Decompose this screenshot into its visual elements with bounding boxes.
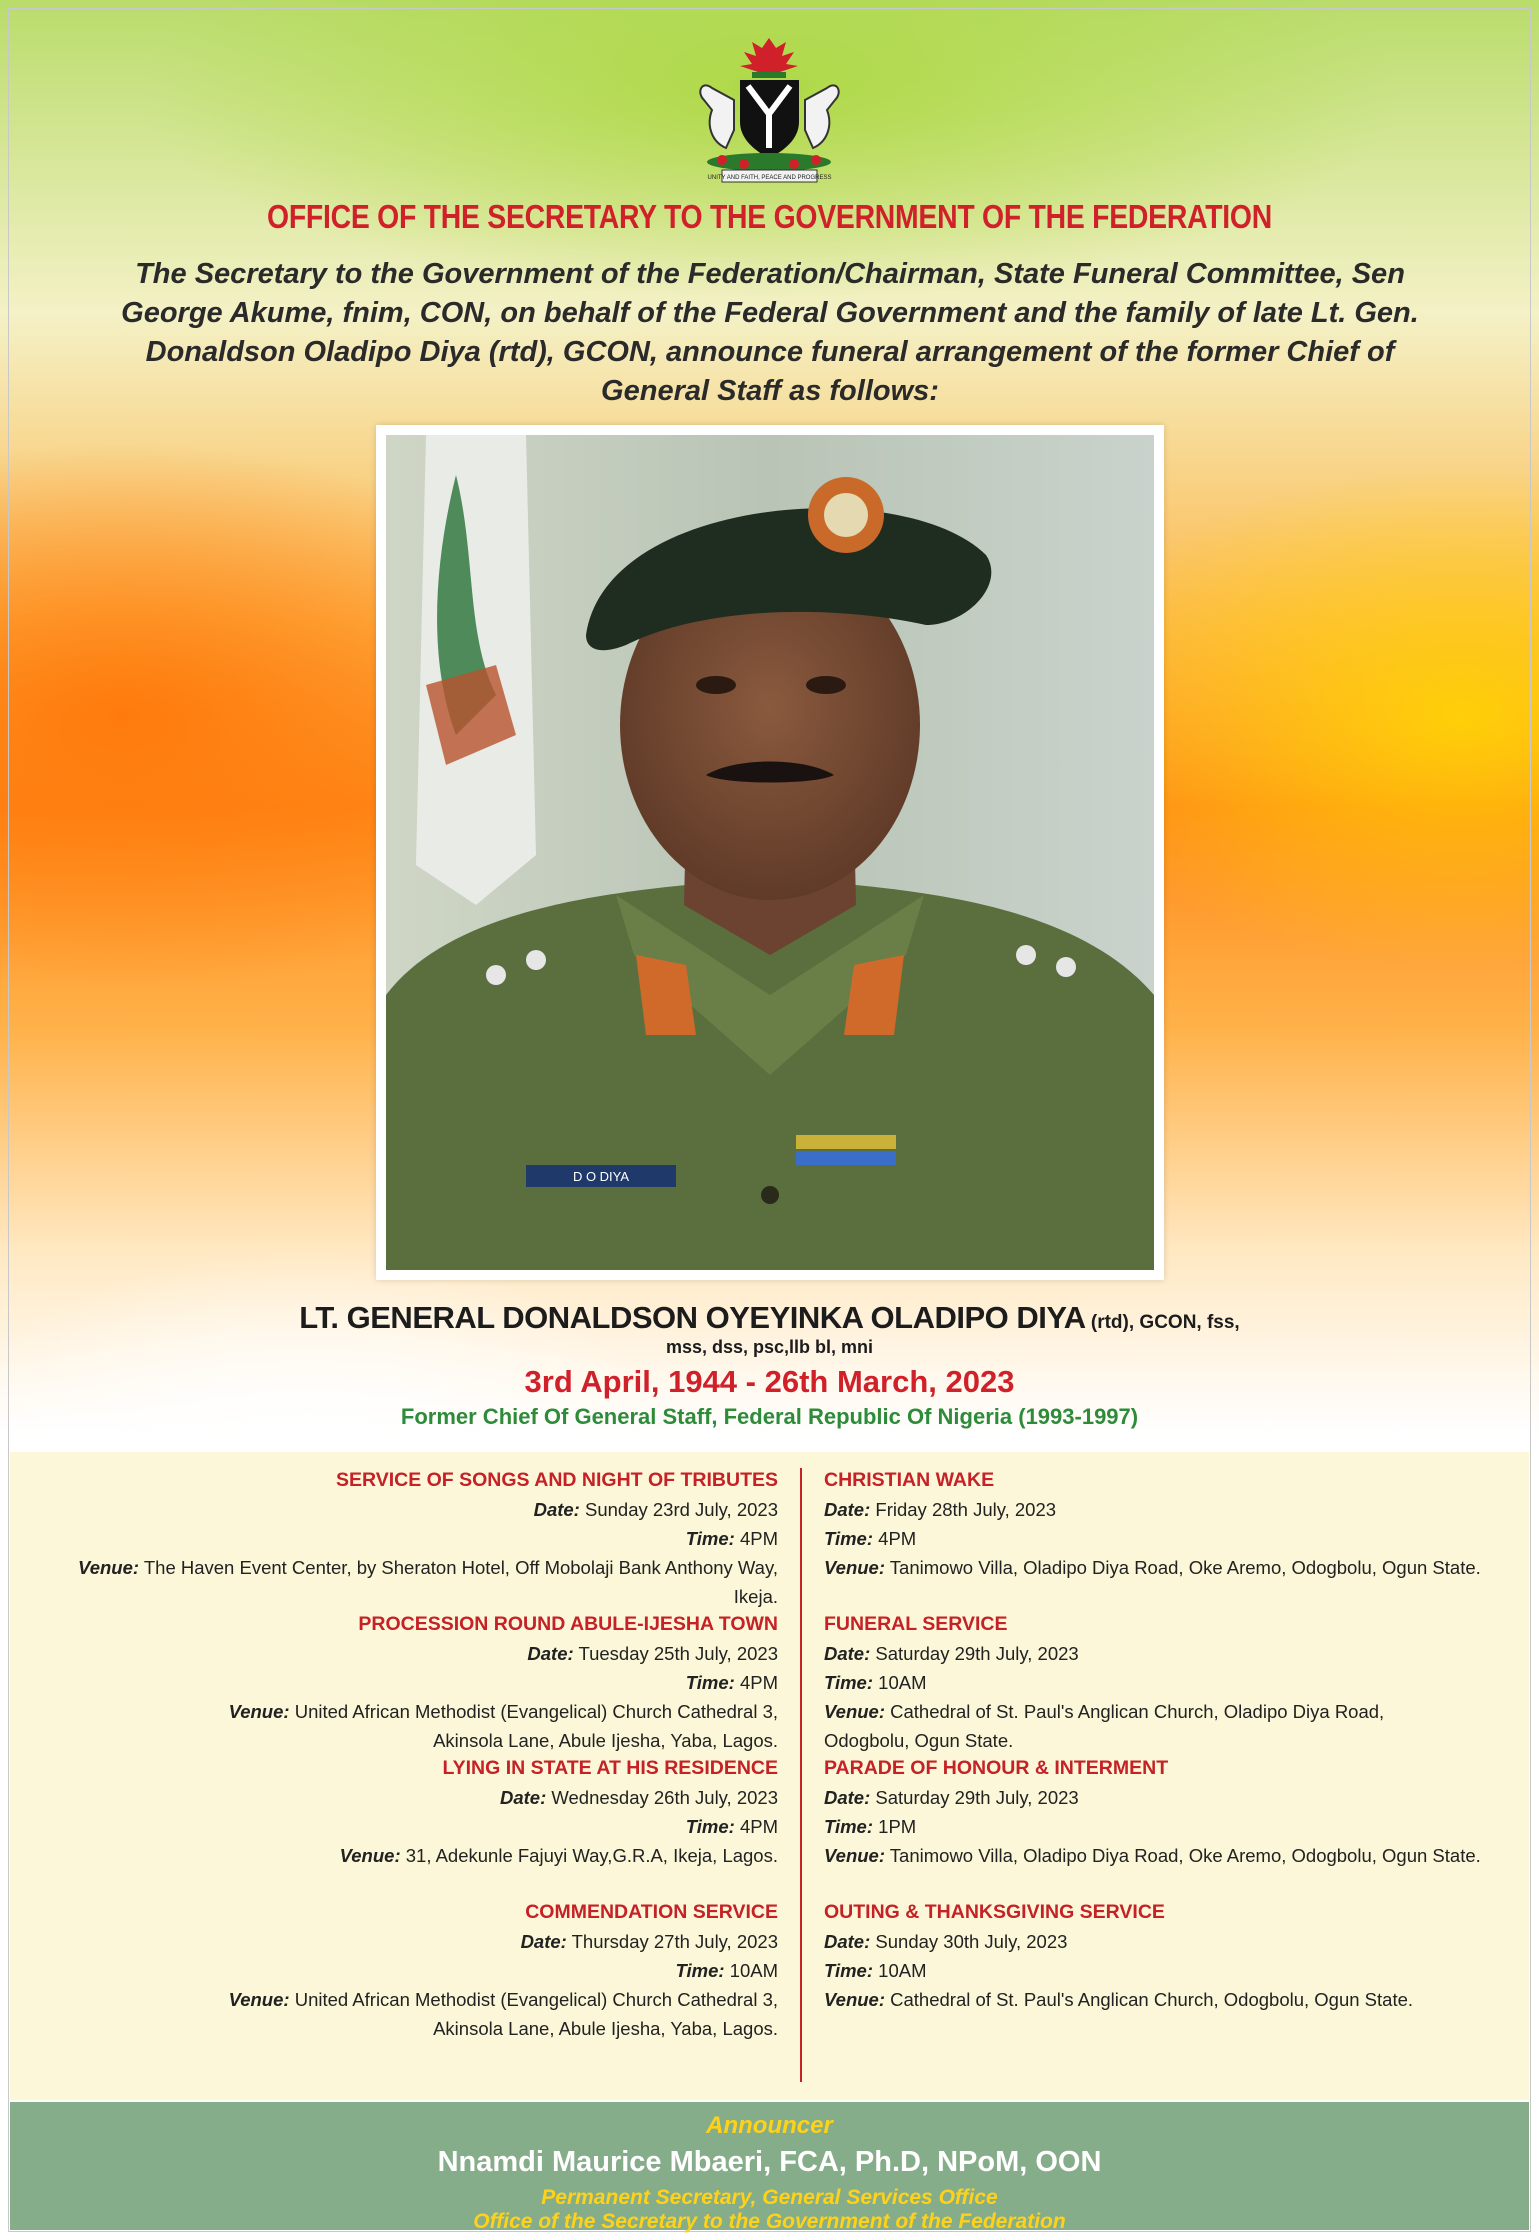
events-left-column bbox=[30, 1466, 778, 2042]
event-title: COMMENDATION SERVICE bbox=[525, 1901, 778, 1923]
date-label: Date: bbox=[499, 1787, 547, 1808]
event-item bbox=[824, 1610, 1524, 1754]
venue-label: Venue: bbox=[228, 1701, 290, 1722]
venue-label: Venue: bbox=[824, 1557, 885, 1578]
event-venue-line-2: Akinsola Lane, Abule Ijesha, Yaba, Lagos. bbox=[433, 1730, 778, 1751]
event-venue: Cathedral of St. Paul's Anglican Church, Oladipo Diya Road, bbox=[885, 1701, 1385, 1722]
venue-label: Venue: bbox=[78, 1557, 140, 1578]
event-item bbox=[30, 1610, 778, 1754]
event-date: Thursday 27th July, 2023 bbox=[566, 1931, 778, 1952]
event-time: 4PM bbox=[873, 1528, 917, 1549]
person-qualifications: mss, dss, psc,llb bl, mni bbox=[665, 1337, 874, 1357]
events-right-column bbox=[824, 1466, 1524, 2042]
time-label: Time: bbox=[685, 1528, 735, 1549]
time-label: Time: bbox=[824, 1528, 874, 1549]
date-label: Date: bbox=[824, 1931, 871, 1952]
event-time: 10AM bbox=[873, 1672, 927, 1693]
venue-label: Venue: bbox=[339, 1845, 401, 1866]
event-venue: Tanimowo Villa, Oladipo Diya Road, Oke Aremo, Odogbolu, Ogun State. bbox=[885, 1845, 1481, 1866]
event-venue: United African Methodist (Evangelical) Church Cathedral 3, bbox=[289, 1989, 778, 2010]
person-name: LT. GENERAL DONALDSON OYEYINKA OLADIPO DIYA bbox=[299, 1300, 1086, 1335]
event-venue-line-2: Akinsola Lane, Abule Ijesha, Yaba, Lagos. bbox=[433, 2018, 778, 2039]
date-label: Date: bbox=[520, 1931, 567, 1952]
event-date: Wednesday 26th July, 2023 bbox=[546, 1787, 778, 1808]
intro-paragraph: The Secretary to the Government of the Federation/Chairman, State Funeral Committee, Sen George Akume, fnim, CON, on behalf of the Federal Government and the family of late Lt. Gen. Donaldson Oladipo Diya (rtd), GCON, announce funeral arrangement of the former Chief of General Staff as follows: bbox=[121, 258, 1419, 407]
venue-label: Venue: bbox=[824, 1701, 885, 1722]
venue-label: Venue: bbox=[824, 1989, 885, 2010]
time-label: Time: bbox=[685, 1816, 735, 1837]
announcer-footer bbox=[10, 2102, 1529, 2233]
event-time: 10AM bbox=[724, 1960, 778, 1981]
event-title: CHRISTIAN WAKE bbox=[824, 1469, 995, 1491]
event-date: Saturday 29th July, 2023 bbox=[870, 1643, 1079, 1664]
event-date: Friday 28th July, 2023 bbox=[870, 1499, 1057, 1520]
date-label: Date: bbox=[533, 1499, 580, 1520]
event-time: 1PM bbox=[873, 1816, 917, 1837]
event-time: 4PM bbox=[734, 1816, 778, 1837]
event-title: FUNERAL SERVICE bbox=[824, 1613, 1008, 1635]
event-time: 4PM bbox=[734, 1672, 778, 1693]
event-venue-line-2: Odogbolu, Ogun State. bbox=[824, 1730, 1014, 1751]
event-venue: The Haven Event Center, by Sheraton Hotel, Off Mobolaji Bank Anthony Way, Ikeja. bbox=[139, 1557, 778, 1607]
event-venue: United African Methodist (Evangelical) Church Cathedral 3, bbox=[289, 1701, 778, 1722]
event-date: Tuesday 25th July, 2023 bbox=[573, 1643, 778, 1664]
person-suffix: (rtd), GCON, fss, bbox=[1085, 1312, 1240, 1333]
event-venue: Cathedral of St. Paul's Anglican Church, Odogbolu, Ogun State. bbox=[885, 1989, 1414, 2010]
coat-of-arms-icon bbox=[682, 30, 857, 185]
person-name-line bbox=[0, 1300, 1539, 1336]
event-title: SERVICE OF SONGS AND NIGHT OF TRIBUTES bbox=[335, 1469, 778, 1491]
announcer-name: Nnamdi Maurice Mbaeri, FCA, Ph.D, NPoM, OON bbox=[437, 2146, 1102, 2178]
event-date: Saturday 29th July, 2023 bbox=[870, 1787, 1079, 1808]
date-label: Date: bbox=[824, 1787, 871, 1808]
date-label: Date: bbox=[824, 1499, 871, 1520]
time-label: Time: bbox=[824, 1672, 874, 1693]
event-date: Sunday 30th July, 2023 bbox=[870, 1931, 1068, 1952]
event-title: PARADE OF HONOUR & INTERMENT bbox=[824, 1757, 1169, 1779]
time-label: Time: bbox=[675, 1960, 725, 1981]
name-tag: D O DIYA bbox=[572, 1169, 630, 1184]
event-time: 10AM bbox=[873, 1960, 927, 1981]
event-title: OUTING & THANKSGIVING SERVICE bbox=[824, 1901, 1165, 1923]
time-label: Time: bbox=[824, 1816, 874, 1837]
venue-label: Venue: bbox=[824, 1845, 885, 1866]
event-item bbox=[824, 1466, 1524, 1610]
office-title: OFFICE OF THE SECRETARY TO THE GOVERNMENT OF THE FEDERATION bbox=[267, 198, 1272, 235]
event-time: 4PM bbox=[734, 1528, 778, 1549]
portrait-frame bbox=[376, 425, 1164, 1280]
time-label: Time: bbox=[824, 1960, 874, 1981]
event-item bbox=[30, 1466, 778, 1610]
event-item bbox=[824, 1754, 1524, 1898]
event-title: PROCESSION ROUND ABULE-IJESHA TOWN bbox=[358, 1613, 778, 1635]
time-label: Time: bbox=[685, 1672, 735, 1693]
announcer-office: Office of the Secretary to the Government of the Federation bbox=[473, 2210, 1066, 2233]
event-date: Sunday 23rd July, 2023 bbox=[579, 1499, 778, 1520]
event-title: LYING IN STATE AT HIS RESIDENCE bbox=[442, 1757, 778, 1779]
former-role: Former Chief Of General Staff, Federal Republic Of Nigeria (1993-1997) bbox=[400, 1404, 1139, 1429]
announcer-role: Permanent Secretary, General Services Office bbox=[541, 2186, 998, 2209]
event-venue: 31, Adekunle Fajuyi Way,G.R.A, Ikeja, Lagos. bbox=[400, 1845, 778, 1866]
event-item bbox=[30, 1754, 778, 1898]
portrait-photo bbox=[386, 435, 1154, 1270]
event-venue: Tanimowo Villa, Oladipo Diya Road, Oke Aremo, Odogbolu, Ogun State. bbox=[885, 1557, 1481, 1578]
venue-label: Venue: bbox=[228, 1989, 290, 2010]
date-label: Date: bbox=[527, 1643, 574, 1664]
event-item bbox=[30, 1898, 778, 2042]
arms-motto: UNITY AND FAITH, PEACE AND PROGRESS bbox=[707, 175, 832, 181]
column-divider bbox=[800, 1468, 802, 2082]
announcer-label: Announcer bbox=[706, 2112, 833, 2139]
date-label: Date: bbox=[824, 1643, 871, 1664]
event-item bbox=[824, 1898, 1524, 2042]
life-dates: 3rd April, 1944 - 26th March, 2023 bbox=[524, 1364, 1015, 1399]
